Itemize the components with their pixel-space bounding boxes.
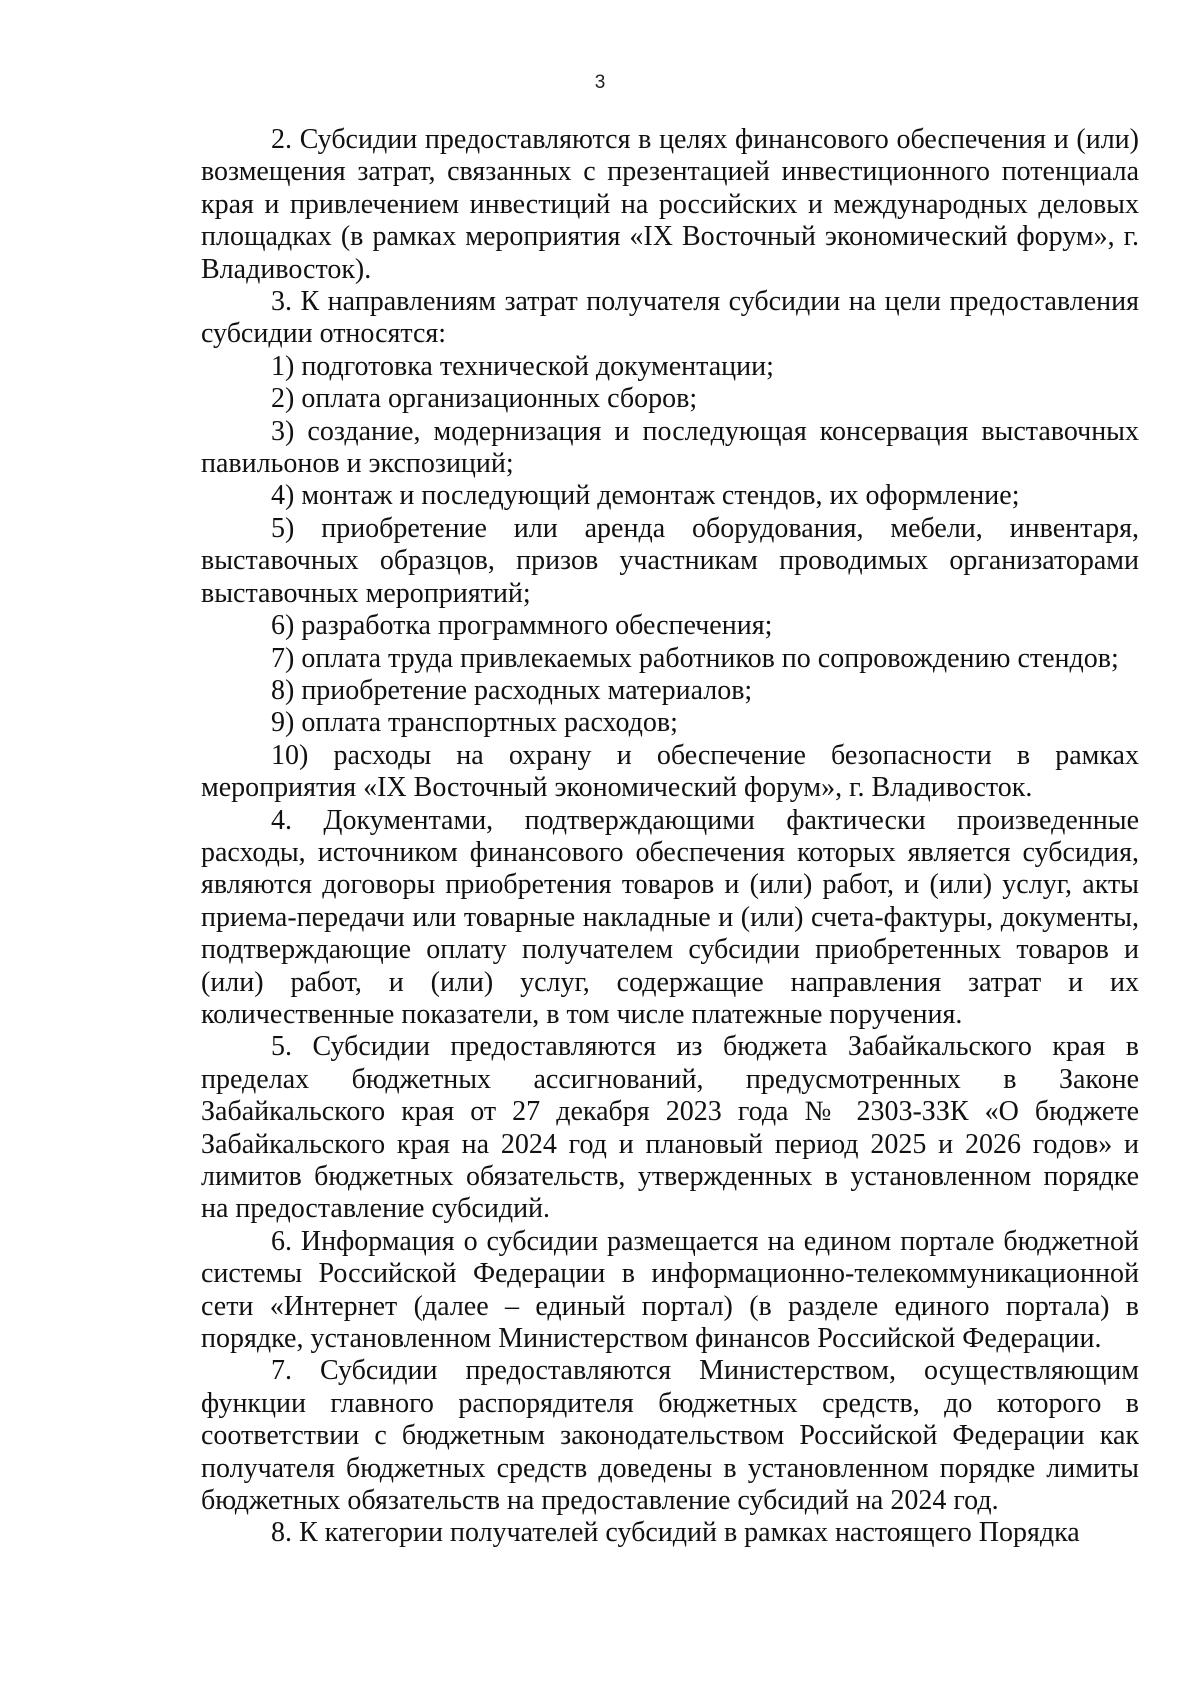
- paragraph-2: 2. Субсидии предоставляются в целях финансового обеспечения и (или) возмещения затрат, связанных с презентацией инвестиционного потенциала края и привлечением инвестиций на российских и международных деловых площадках (в рамках мероприятия «IX Восточный экономический форум», г. Владивосток).: [201, 124, 1139, 285]
- paragraph-5: 5. Субсидии предоставляются из бюджета Забайкальского края в пределах бюджетных ассигнований, предусмотренных в Законе Забайкальского края от 27 декабря 2023 года № 2303-ЗЗК «О бюджете Забайкальского края на 2024 год и плановый период 2025 и 2026 годов» и лимитов бюджетных обязательств, утвержденных в установленном порядке на предоставление субсидий.: [201, 1031, 1139, 1225]
- list-item-7: 7) оплата труда привлекаемых работников по сопровождению стендов;: [271, 642, 1119, 674]
- list-item-4: 4) монтаж и последующий демонтаж стендов, их оформление;: [271, 480, 1020, 512]
- paragraph-4: 4. Документами, подтверждающими фактически произведенные расходы, источником финансового обеспечения которых является субсидия, являются договоры приобретения товаров и (или) работ, и (или) услуг, акты приема-передачи или товарные накладные и (или) счета-фактуры, документы, подтверждающие оплату получателем субсидии приобретенных товаров и (или) работ, и (или) услуг, содержащие направления затрат и их количественные показатели, в том числе платежные поручения.: [201, 804, 1139, 1030]
- list-item-2: 2) оплата организационных сборов;: [271, 383, 698, 415]
- list-item-10: 10) расходы на охрану и обеспечение безопасности в рамках мероприятия «IX Восточный экономический форум», г. Владивосток.: [201, 739, 1139, 804]
- list-item-9: 9) оплата транспортных расходов;: [271, 707, 678, 739]
- list-item-1: 1) подготовка технической документации;: [271, 350, 774, 382]
- document-body: [201, 124, 1139, 1550]
- list-item-3: 3) создание, модернизация и последующая консервация выставочных павильонов и экспозиций;: [201, 415, 1139, 480]
- page-number: 3: [594, 72, 606, 93]
- list-item-6: 6) разработка программного обеспечения;: [271, 610, 773, 642]
- paragraph-6: 6. Информация о субсидии размещается на едином портале бюджетной системы Российской Федерации в информационно-телекоммуникационной сети «Интернет (далее – единый портал) (в разделе единого портала) в порядке, установленном Министерством финансов Российской Федерации.: [201, 1225, 1139, 1355]
- list-item-8: 8) приобретение расходных материалов;: [271, 674, 753, 706]
- list-item-5: 5) приобретение или аренда оборудования, мебели, инвентаря, выставочных образцов, призов участникам проводимых организаторами выставочных мероприятий;: [201, 512, 1139, 609]
- paragraph-3: 3. К направлениям затрат получателя субсидии на цели предоставления субсидии относятся:: [201, 286, 1139, 350]
- paragraph-7: 7. Субсидии предоставляются Министерством, осуществляющим функции главного распорядителя бюджетных средств, до которого в соответствии с бюджетным законодательством Российской Федерации как получателя бюджетных средств доведены в установленном порядке лимиты бюджетных обязательств на предоставление субсидий на 2024 год.: [201, 1355, 1139, 1517]
- paragraph-8: 8. К категории получателей субсидий в рамках настоящего Порядка: [271, 1517, 1080, 1549]
